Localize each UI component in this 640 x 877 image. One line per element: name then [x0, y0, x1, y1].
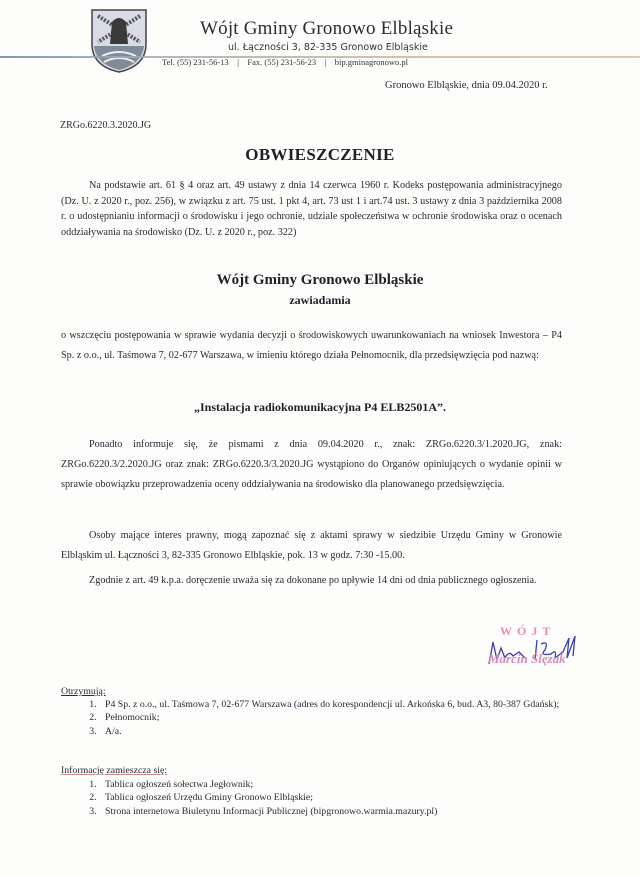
legal-basis-paragraph: Na podstawie art. 61 § 4 oraz art. 49 ustawy z dnia 14 czerwca 1960 r. Kodeks postępowania administracyjnego (Dz. U. z 2020 r., poz. 256), w związku z art. 75 ust. 1 pkt 4, art. 73 ust 1 i art.74 ust. 3 ustawy z dnia 3 października 2008 r. o udostępnianiu informacji o środowisku i jego ochronie, udziale społeczeństwa w ochronie środowiska oraz o ocenach oddziaływania na środowisko (Dz. U. z 2020 r., poz. 322): [61, 180, 562, 238]
separator: |: [324, 57, 327, 67]
stamp-name: Marcin Ślęzak: [488, 651, 566, 666]
stamp-title: WÓJT: [500, 624, 556, 638]
letterhead-website[interactable]: bip.gminagronowo.pl: [334, 57, 408, 67]
separator: |: [237, 57, 239, 67]
letterhead-fax: Fax. (55) 231-56-23: [247, 57, 317, 67]
document-heading: OBWIESZCZENIE: [245, 145, 395, 164]
municipal-coat-of-arms-icon: [90, 8, 148, 74]
letterhead-phone: Tel. (55) 231-56-13: [162, 57, 229, 67]
publication-list: [61, 778, 599, 818]
list-item: 1. Tablica ogłoszeń sołectwa Jegłownik;: [99, 778, 599, 791]
access-paragraph: Osoby mające interes prawny, mogą zapoznać się z aktami sprawy w siedzibie Urzędu Gminy w Gronowie Elbląskim ul. Łączności 3, 82-335 Gronowo Elbląskie, pok. 13 w godz. 7:30 -15.00.: [61, 530, 562, 561]
letterhead-address: ul. Łączności 3, 82-335 Gronowo Elbląskie: [228, 42, 428, 53]
authority-heading: Wójt Gminy Gronowo Elbląskie: [216, 272, 424, 288]
recipients-title: Otrzymują:: [61, 686, 106, 697]
publication-title: Informację zamieszcza się:: [61, 765, 168, 776]
list-item: 1. P4 Sp. z o.o., ul. Taśmowa 7, 02-677 Warszawa (adres do korespondencji ul. Arkońska 6, bud. A3, 80-387 Gdańsk);: [99, 698, 599, 711]
case-reference: ZRGo.6220.3.2020.JG: [60, 120, 152, 131]
list-item: 3. Strona internetowa Biuletynu Informacji Publicznej (bipgronowo.warmia.mazury.pl): [99, 805, 599, 818]
document-date: Gronowo Elbląskie, dnia 09.04.2020 r.: [385, 80, 548, 91]
list-item: 2. Pełnomocnik;: [99, 711, 599, 724]
opinions-paragraph: Ponadto informuje się, że pismami z dnia 09.04.2020 r., znak: ZRGo.6220.3/1.2020.JG, znak: ZRGo.6220.3/2.2020.JG oraz znak: ZRGo.6220.3/3.2020.JG wystąpiono do Organów opiniujących o wydanie opinii w sprawie obowiązku przeprowadzenia oceny oddziaływania na środowisko dla planowanego przedsięwzięcia.: [61, 439, 562, 490]
list-item: 3. A/a.: [99, 725, 599, 738]
notice-body-paragraph: o wszczęciu postępowania w sprawie wydania decyzji o środowiskowych uwarunkowaniach na wniosek Inwestora – P4 Sp. z o.o., ul. Taśmowa 7, 02-677 Warszawa, w imieniu którego działa Pełnomocnik, dla przedsięwzięcia pod nazwą:: [61, 330, 562, 361]
recipients-list: [61, 698, 599, 738]
delivery-paragraph: Zgodnie z art. 49 k.p.a. doręczenie uważa się za dokonane po upływie 14 dni od dnia publicznego ogłoszenia.: [89, 575, 537, 586]
project-name: „Instalacja radiokomunikacyjna P4 ELB2501A”.: [193, 400, 447, 414]
list-item: 2. Tablica ogłoszeń Urzędu Gminy Gronowo Elbląskie;: [99, 791, 599, 804]
notifies-heading: zawiadamia: [289, 293, 351, 307]
letterhead-title: Wójt Gminy Gronowo Elbląskie: [200, 18, 454, 39]
letterhead-contact: [162, 57, 408, 67]
